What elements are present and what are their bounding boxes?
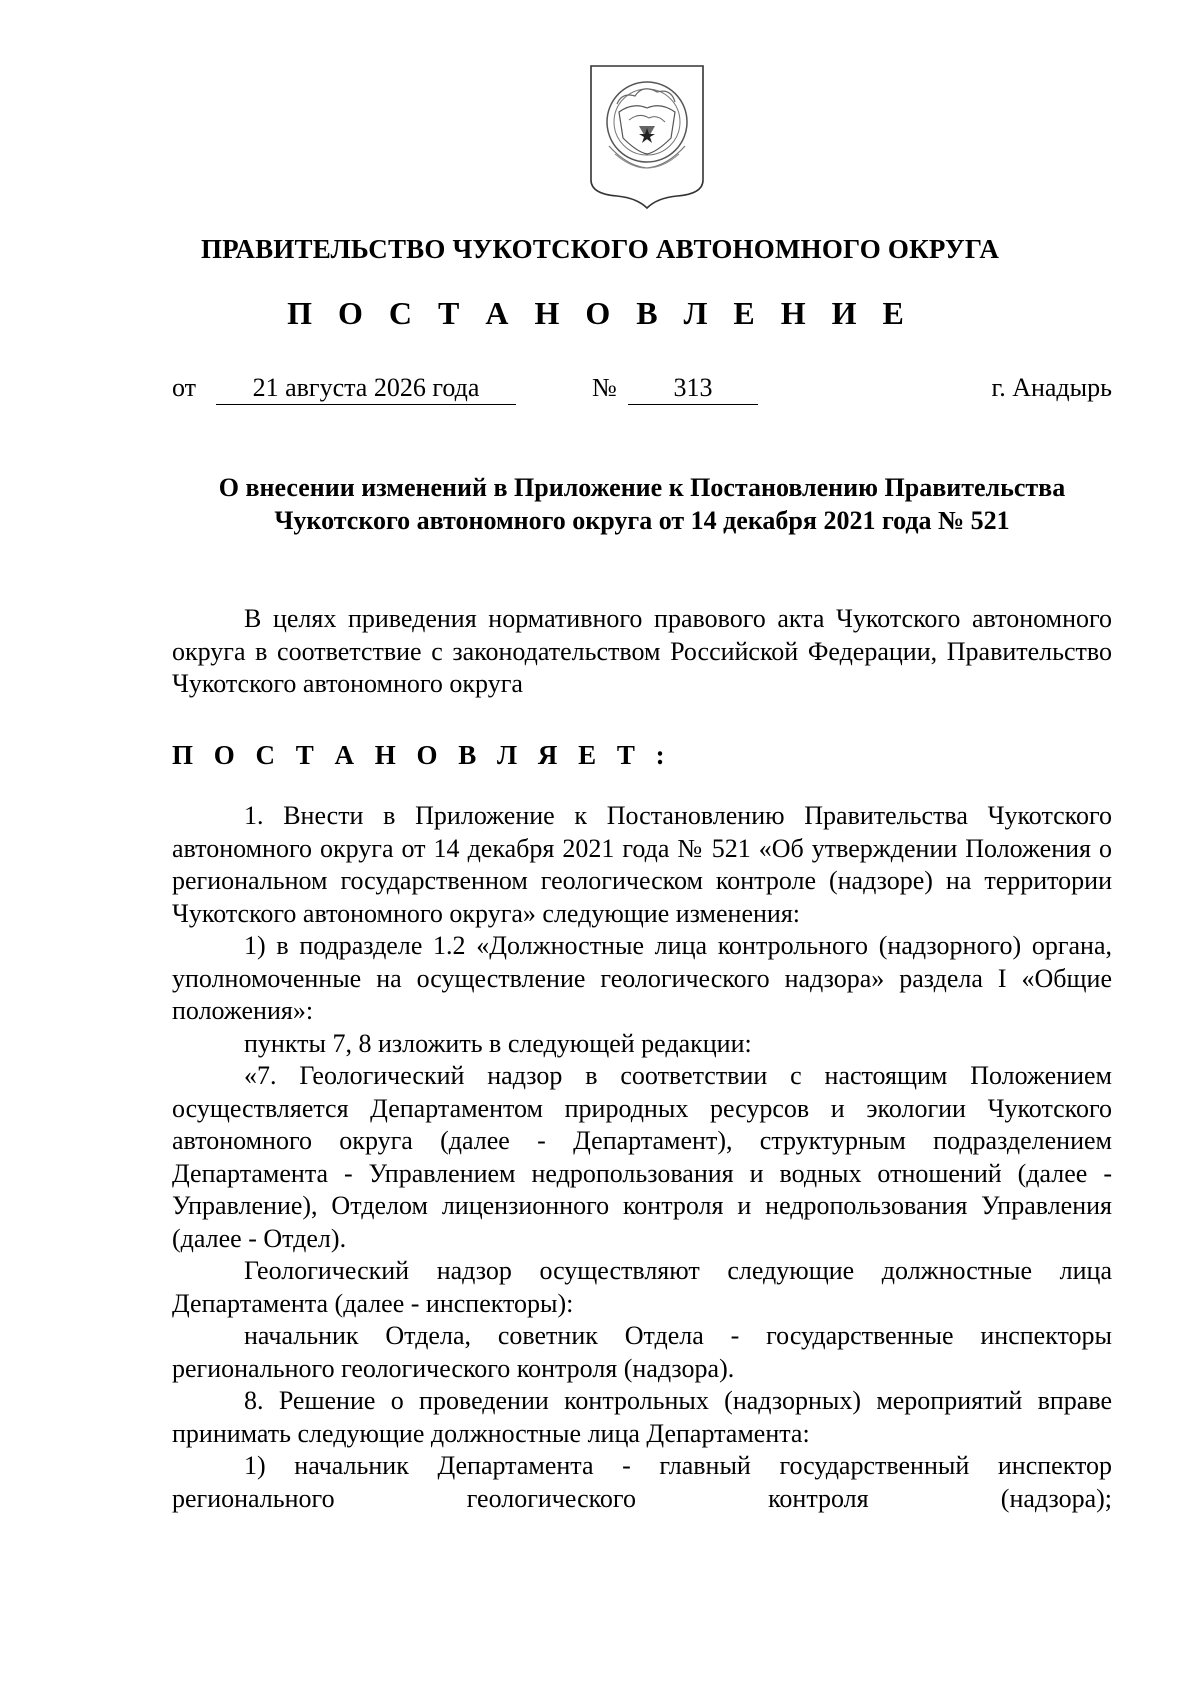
body-paragraph: 8. Решение о проведении контрольных (надзорных) мероприятий вправе принимать следующие должностные лица Департамента: [172,1386,1112,1448]
document-date: 21 августа 2026 года [216,373,516,405]
resolves-heading: П О С Т А Н О В Л Я Е Т : [172,740,672,770]
preamble-paragraph: В целях приведения нормативного правового акта Чукотского автономного округа в соответствие с законодательством Российской Федерации, Правительство Чукотского автономного округа [172,604,1112,698]
document-dateline [172,373,1112,413]
body-paragraph: Геологический надзор осуществляют следующие должностные лица Департамента (далее - инспекторы): [172,1256,1112,1318]
document-city: г. Анадырь [991,373,1112,402]
body-paragraph: пункты 7, 8 изложить в следующей редакции: [244,1028,752,1058]
subject-line-2: Чукотского автономного округа от 14 декабря 2021 года № 521 [274,506,1010,535]
body-paragraph: 1. Внести в Приложение к Постановлению Правительства Чукотского автономного округа от 14 декабря 2021 года № 521 «Об утверждении Положения о региональном государственном геологическом контроле (надзоре) на территории Чукотского автономного округа» следующие изменения: [172,801,1112,928]
number-sign: № [592,373,617,402]
subject-line-1: О внесении изменений в Приложение к Постановлению Правительства [218,473,1066,502]
document-number: 313 [628,373,758,405]
document-body [172,800,1112,1515]
preamble-block [172,603,1112,701]
body-paragraph: 1) начальник Департамента - главный государственный инспектор регионального геологического контроля (надзора); [172,1451,1112,1513]
body-paragraph: «7. Геологический надзор в соответствии с настоящим Положением осуществляется Департаментом природных ресурсов и экологии Чукотского автономного округа (далее - Департамент), структурным подразделением Департамента - Управлением недропользования и водных отношений (далее - Управление), Отделом лицензионного контроля и недропользования Управления (далее - Отдел). [172,1061,1112,1253]
organization-title: ПРАВИТЕЛЬСТВО ЧУКОТСКОГО АВТОНОМНОГО ОКРУГА [200,234,1000,264]
date-prefix: от [172,373,197,402]
document-subject [172,471,1112,537]
body-paragraph: начальник Отдела, советник Отдела - государственные инспекторы регионального геологического контроля (надзора). [172,1321,1112,1383]
coat-of-arms-emblem [587,62,707,210]
document-type-title: П О С Т А Н О В Л Е Н И Е [287,295,913,331]
body-paragraph: 1) в подразделе 1.2 «Должностные лица контрольного (надзорного) органа, уполномоченные на осуществление геологического надзора» раздела I «Общие положения»: [172,931,1112,1025]
